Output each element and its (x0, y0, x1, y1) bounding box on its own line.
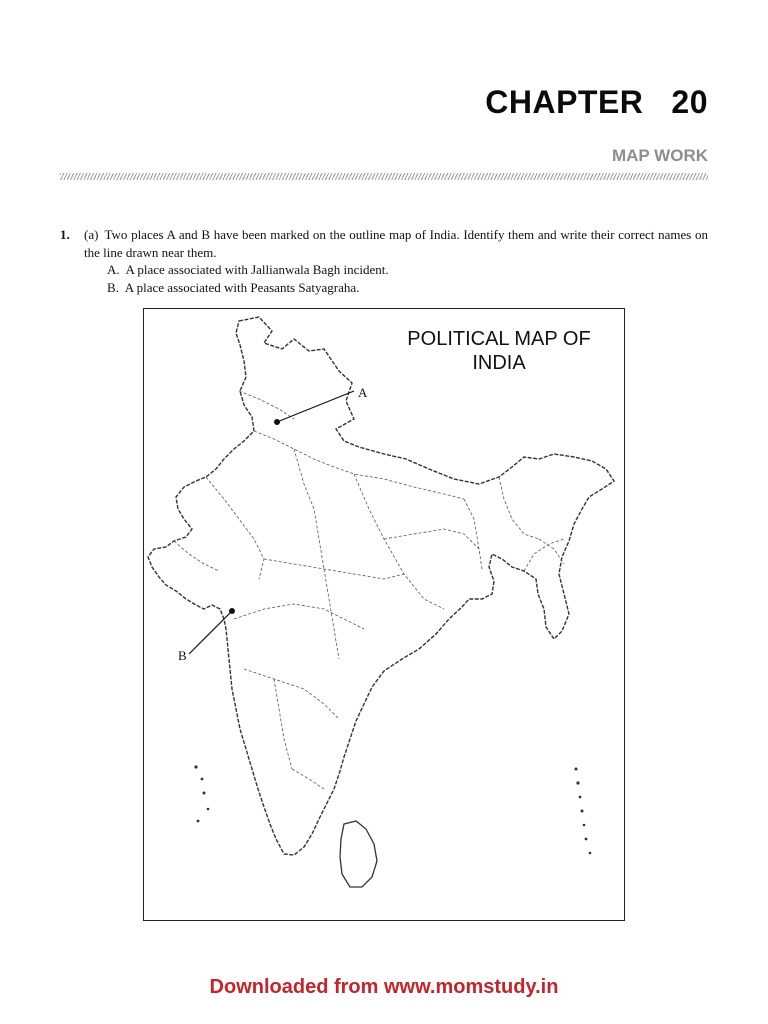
india-outline-map (144, 309, 624, 920)
question-stem (84, 226, 708, 261)
footer-download-text: Downloaded from www.momstudy.in (209, 976, 559, 998)
marker-b-label: B (178, 648, 187, 663)
andaman-nicobar-islands (575, 768, 592, 855)
marker-b-leader (189, 611, 232, 654)
item-a-marker: A. (107, 262, 120, 277)
chapter-label: CHAPTER (485, 84, 644, 120)
question-part: (a) (84, 227, 99, 242)
question-text (84, 226, 708, 296)
question-number: 1. (60, 227, 70, 242)
section-title: MAP WORK (611, 146, 708, 165)
question-item-b (84, 279, 708, 297)
map-title-line1: POLITICAL MAP OF (407, 328, 591, 350)
chapter-number: 20 (671, 84, 708, 120)
lakshadweep-islands (194, 765, 209, 822)
chapter-heading (485, 84, 708, 121)
map-title-line2: INDIA (472, 352, 526, 374)
marker-b-point (229, 608, 235, 614)
india-border (148, 317, 614, 855)
state-boundaries (174, 391, 564, 789)
map-frame (143, 308, 625, 921)
sri-lanka-outline (340, 821, 377, 887)
header-divider (60, 173, 708, 180)
item-a-text: A place associated with Jallianwala Bagh incident. (125, 262, 389, 277)
marker-a-label: A (358, 385, 368, 400)
item-b-text: A place associated with Peasants Satyagraha. (124, 279, 360, 295)
question-item-a (84, 261, 708, 279)
item-b-marker: B. (107, 279, 119, 295)
marker-a-leader (277, 391, 354, 422)
map-title (374, 327, 624, 375)
question-stem-text: Two places A and B have been marked on the outline map of India. Identify them and write their correct names on the line drawn near them. (84, 227, 708, 260)
marker-a-point (274, 419, 280, 425)
